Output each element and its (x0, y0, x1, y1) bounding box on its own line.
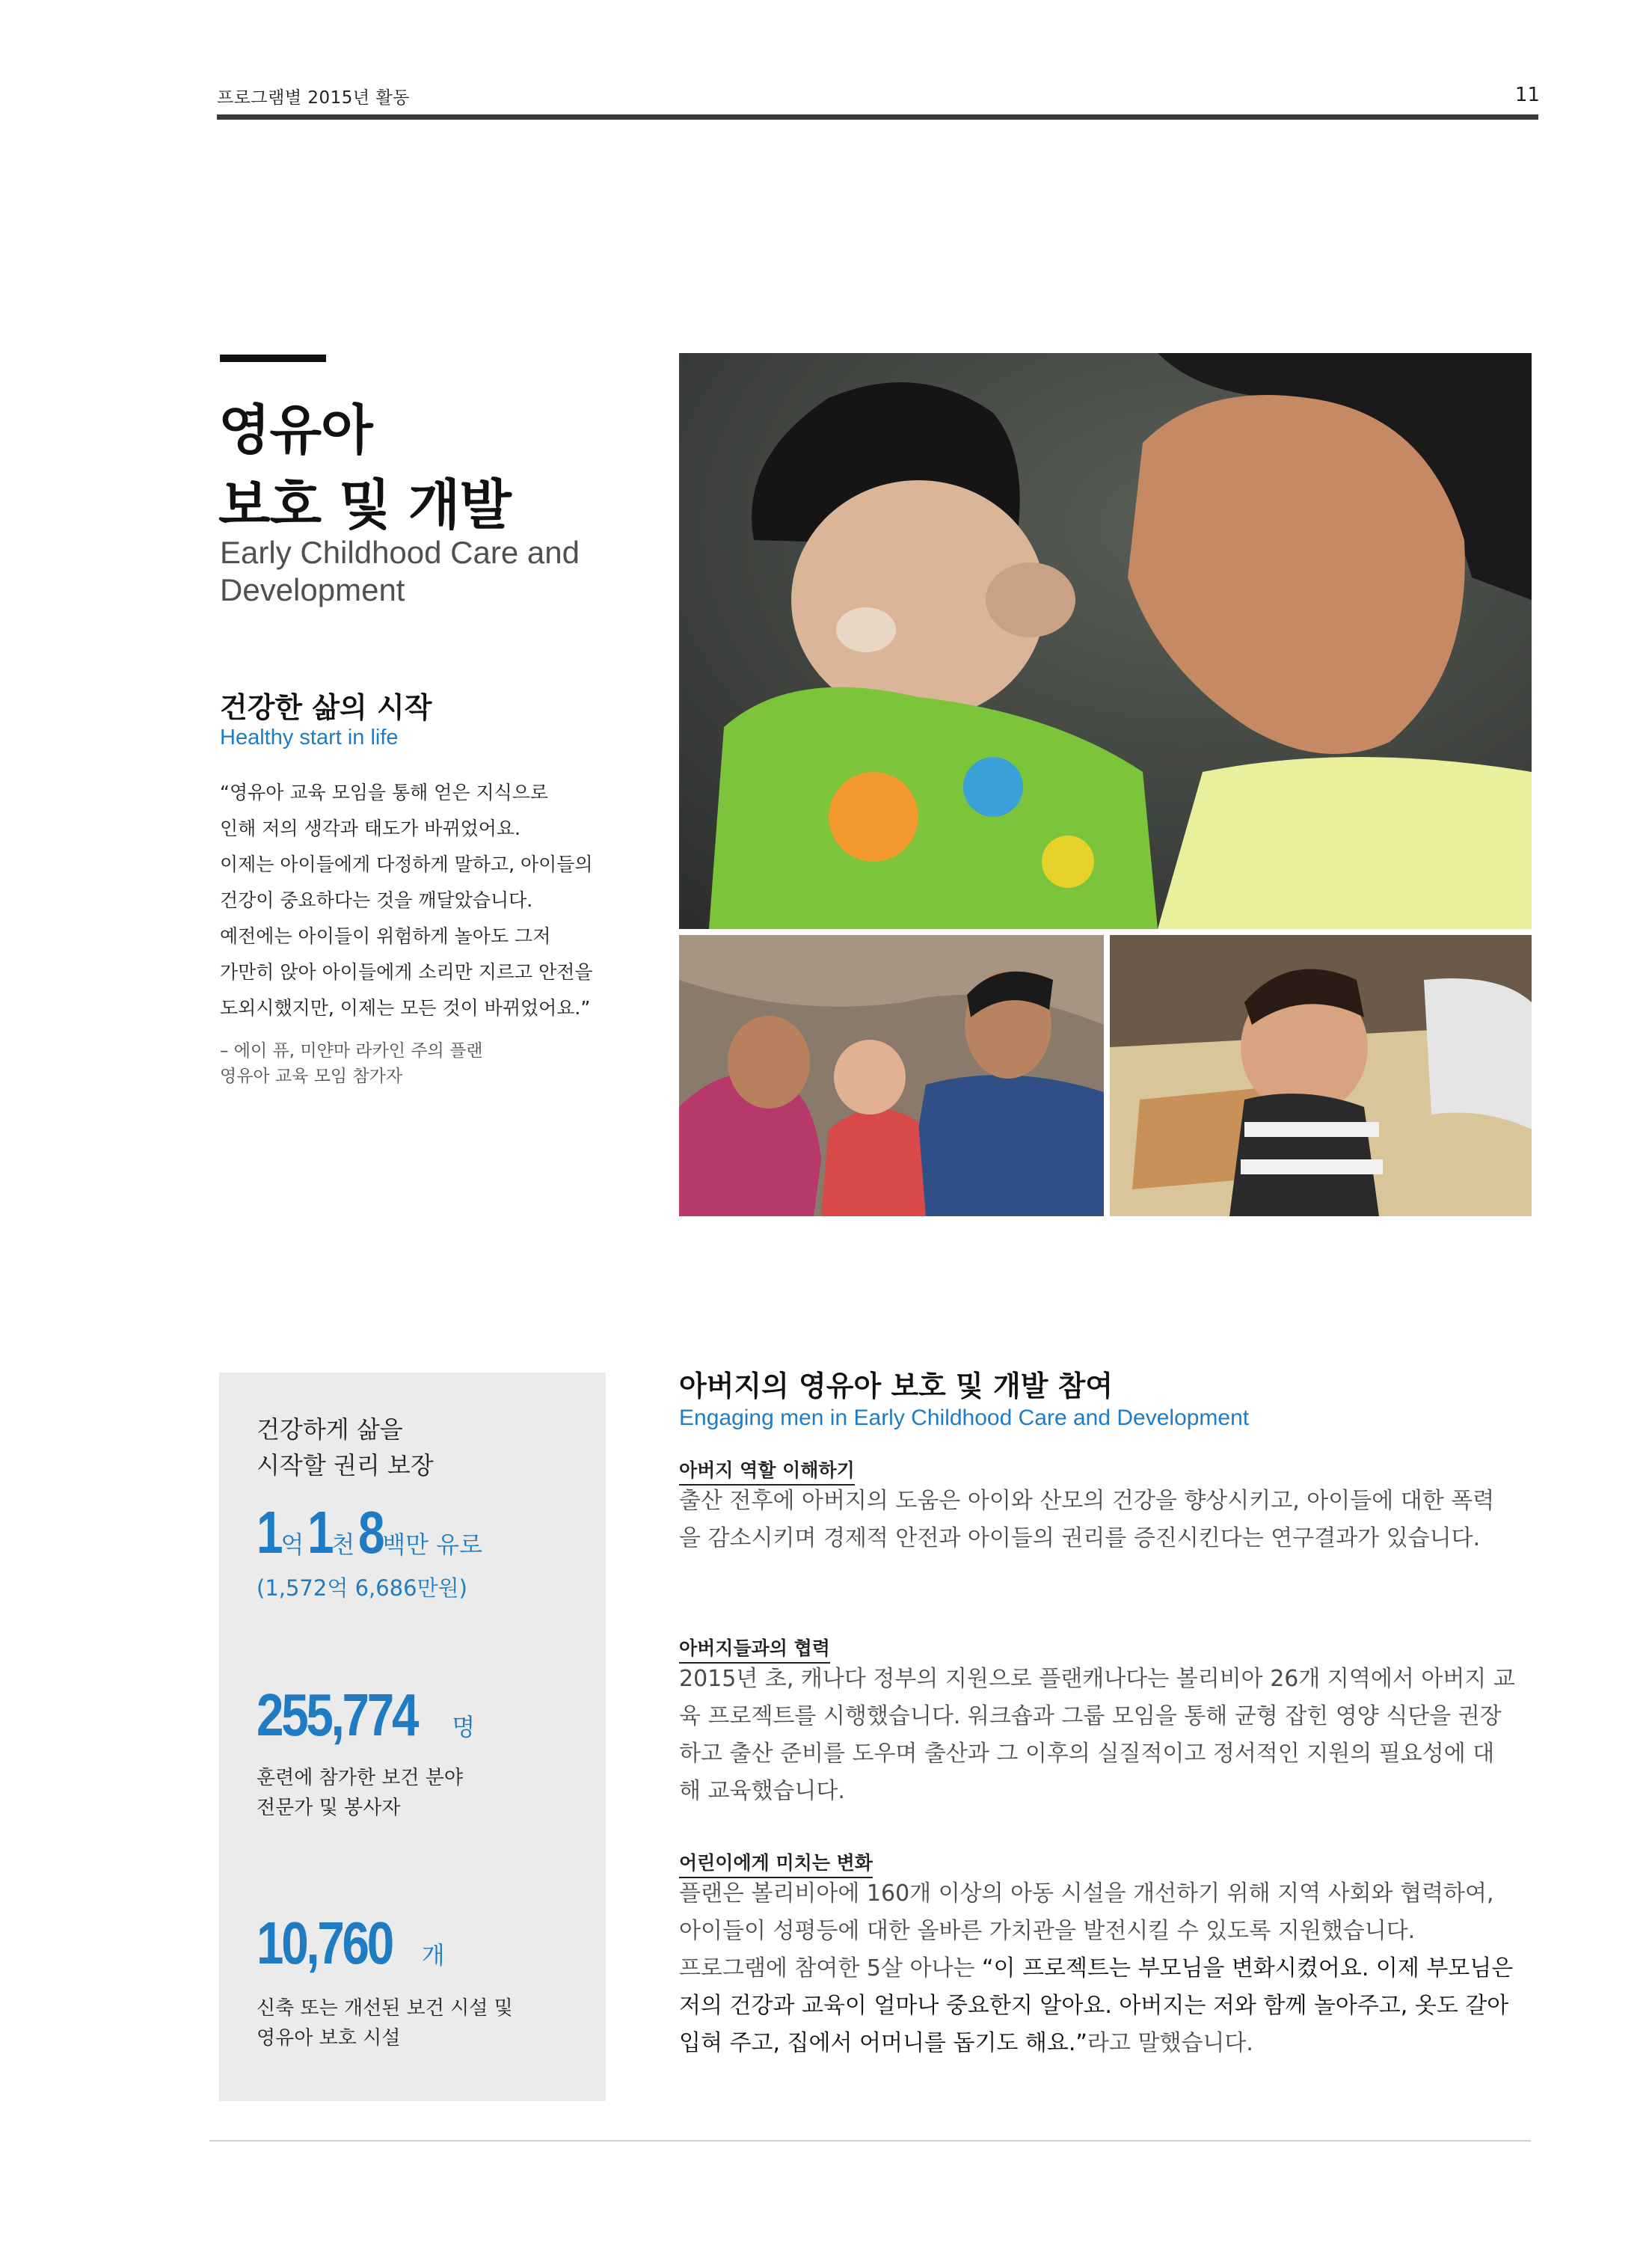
page-title-line1: 영유아 (218, 399, 372, 462)
quote-line: 가만히 앉아 아이들에게 소리만 지르고 안전을 (220, 961, 593, 983)
child-quote-part: “이 프로젝트는 부모님을 변화시켰어요. 이제 부모님은 (982, 1955, 1514, 1981)
paragraph-child-change (679, 1875, 1532, 2062)
paragraph-line: 을 감소시키며 경제적 안전과 아이들의 권리를 증진시킨다는 연구결과가 있습니다. (679, 1525, 1481, 1551)
photo-mother-kissing-baby (679, 353, 1532, 929)
attribution-line: 영유아 교육 모임 참가자 (220, 1067, 403, 1086)
attribution-line: – 에이 퓨, 미얀마 라카인 주의 플랜 (220, 1041, 483, 1061)
stat-funding-unit: 억 (280, 1530, 304, 1559)
subheading-cooperation: 아버지들과의 협력 (679, 1634, 830, 1664)
stat-trained-workers (257, 1681, 475, 1750)
stats-sidebar (219, 1373, 606, 2101)
header-rule (217, 114, 1538, 120)
subheading-child-change: 어린이에게 미치는 변화 (679, 1848, 873, 1878)
stat-facilities-value: 10,760 (257, 1910, 392, 1976)
stat-funding-unit: 백만 유로 (382, 1530, 483, 1559)
paragraph-line: 육 프로젝트를 시행했습니다. 워크숍과 그룹 모임을 통해 균형 잡힌 영양 식단을 권장 (679, 1703, 1502, 1729)
stat-funding-unit: 천 (331, 1530, 355, 1559)
quote-outro: 라고 말했습니다. (1087, 2030, 1253, 2056)
child-quote-part: 저의 건강과 교육이 얼마나 중요한지 알아요. 아버지는 저와 함께 놀아주고, 옷도 갈아 (679, 1993, 1509, 2019)
section-subtitle-fathers: Engaging men in Early Childhood Care and Development (679, 1405, 1250, 1430)
section-subtitle-healthy-start: Healthy start in life (220, 726, 399, 749)
stat-label-line: 영유아 보호 시설 (257, 2027, 401, 2050)
stats-heading (257, 1411, 434, 1483)
paragraph-father-role (679, 1483, 1532, 1557)
photo-smiling-girl (1110, 935, 1532, 1216)
stat-funding-digit: 8 (357, 1499, 383, 1566)
stat-label-line: 전문가 및 봉사자 (257, 1797, 401, 1819)
stats-heading-line: 건강하게 삶을 (257, 1415, 403, 1444)
child-quote-part: 입혀 주고, 집에서 어머니를 돕기도 해요.” (679, 2030, 1087, 2056)
section-title-healthy-start: 건강한 삶의 시작 (220, 691, 432, 724)
paragraph-line: 아이들이 성평등에 대한 올바른 가치관을 발전시킬 수 있도록 지원했습니다. (679, 1918, 1416, 1944)
stat-label-line: 신축 또는 개선된 보건 시설 및 (257, 1997, 513, 2020)
stat-funding-digit: 1 (307, 1499, 332, 1566)
stats-heading-line: 시작할 권리 보장 (257, 1451, 434, 1480)
stat-trained-workers-value: 255,774 (257, 1682, 417, 1748)
quote-line: 도외시했지만, 이제는 모든 것이 바뀌었어요.” (220, 997, 591, 1019)
paragraph-line: 2015년 초, 캐나다 정부의 지원으로 플랜캐나다는 볼리비아 26개 지역에서 아버지 교 (679, 1666, 1515, 1692)
running-header: 프로그램별 2015년 활동 (217, 88, 410, 108)
paragraph-line: 출산 전후에 아버지의 도움은 아이와 산모의 건강을 향상시키고, 아이들에 대한 폭력 (679, 1488, 1495, 1514)
subheading-father-role: 아버지 역할 이해하기 (679, 1456, 855, 1486)
testimonial-quote (220, 775, 624, 1026)
paragraph-cooperation (679, 1661, 1532, 1810)
quote-line: “영유아 교육 모임을 통해 얻은 지식으로 (220, 782, 549, 803)
stat-funding (257, 1498, 482, 1567)
paragraph-line: 해 교육했습니다. (679, 1778, 845, 1804)
photo-parents-with-child (679, 935, 1104, 1216)
page-number: 11 (1514, 84, 1540, 106)
quote-line: 이제는 아이들에게 다정하게 말하고, 아이들의 (220, 853, 593, 875)
stat-facilities-unit: 개 (421, 1941, 445, 1969)
stat-facilities (257, 1909, 445, 1978)
stat-trained-workers-unit: 명 (452, 1713, 476, 1741)
quote-intro: 프로그램에 참여한 5살 아나는 (679, 1955, 982, 1981)
stat-facilities-label (257, 1993, 513, 2053)
page-title-english (220, 534, 580, 609)
stat-trained-workers-label (257, 1763, 463, 1823)
section-title-fathers: 아버지의 영유아 보호 및 개발 참여 (679, 1370, 1114, 1402)
page-title-english-line2: Development (220, 572, 405, 607)
title-accent-bar (220, 355, 326, 362)
paragraph-line-quote (679, 1950, 1532, 1987)
quote-line: 인해 저의 생각과 태도가 바뀌었어요. (220, 818, 521, 839)
footer-rule (209, 2140, 1531, 2142)
stat-funding-krw: (1,572억 6,686만원) (257, 1575, 467, 1601)
stat-funding-digit: 1 (257, 1499, 281, 1566)
paragraph-line-quote-end (679, 2025, 1532, 2062)
quote-attribution (220, 1038, 483, 1089)
quote-line: 건강이 중요하다는 것을 깨달았습니다. (220, 889, 533, 911)
page-title-english-line1: Early Childhood Care and (220, 535, 580, 570)
paragraph-line: 하고 출산 준비를 도우며 출산과 그 이후의 실질적이고 정서적인 지원의 필요성에 대 (679, 1741, 1495, 1767)
stat-label-line: 훈련에 참가한 보건 분야 (257, 1767, 463, 1789)
page-title (218, 393, 511, 542)
quote-line: 예전에는 아이들이 위험하게 놀아도 그저 (220, 925, 551, 947)
page-title-line2: 보호 및 개발 (218, 473, 511, 536)
paragraph-line: 플랜은 볼리비아에 160개 이상의 아동 시설을 개선하기 위해 지역 사회와 협력하여, (679, 1880, 1494, 1907)
